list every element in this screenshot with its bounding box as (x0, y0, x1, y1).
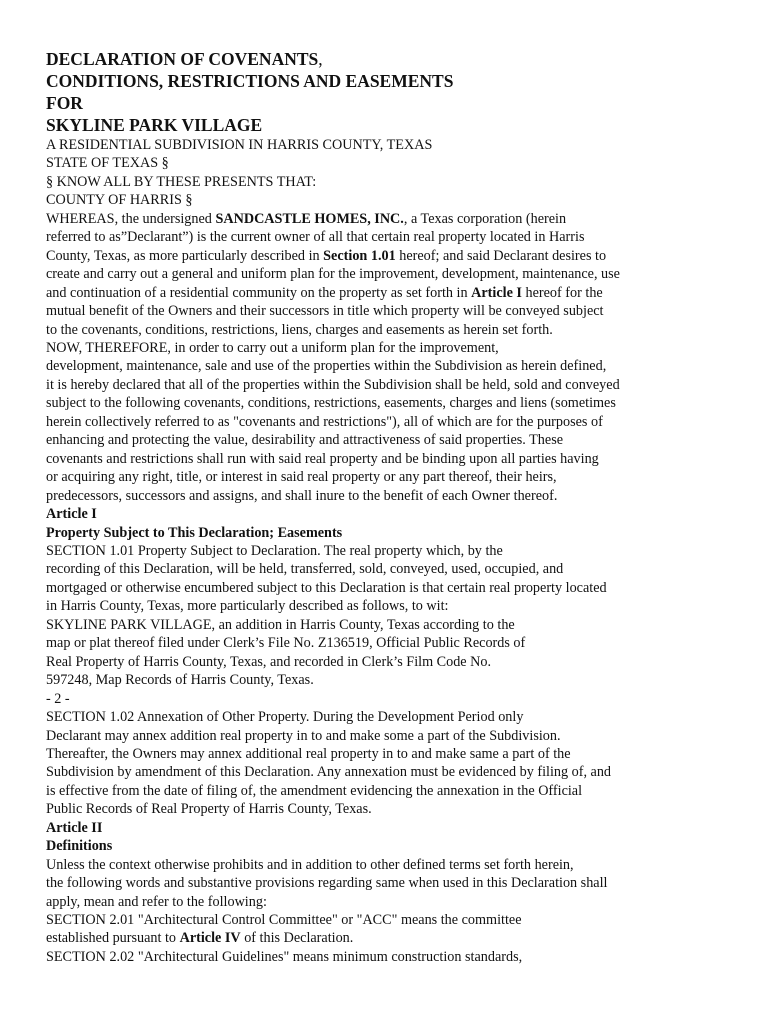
text-line (46, 745, 746, 763)
line-text: SKYLINE PARK VILLAGE, an addition in Harris County, Texas according to the (46, 616, 515, 633)
bold-reference: Article IV (179, 930, 241, 947)
text-line (46, 394, 746, 412)
text-line (46, 579, 746, 597)
text-line (46, 284, 746, 302)
text-line (46, 763, 746, 781)
line-text: Subdivision by amendment of this Declaration. Any annexation must be evidenced by filing of, and (46, 764, 612, 781)
line-text: WHEREAS, the undersigned (46, 210, 216, 227)
line-text: SECTION 1.02 Annexation of Other Property. During the Development Period only (46, 709, 524, 726)
line-text: mortgaged or otherwise encumbered subject to this Declaration is that certain real property located (46, 579, 607, 596)
text-line (46, 173, 746, 191)
text-line (46, 653, 746, 671)
text-line (46, 727, 746, 745)
line-text: or acquiring any right, title, or interest in said real property or any part thereof, their heirs, (46, 469, 557, 486)
title-text: FOR (46, 93, 83, 113)
text-line (46, 597, 746, 615)
text-line (46, 616, 746, 634)
line-text: Public Records of Real Property of Harris County, Texas. (46, 801, 372, 818)
line-text: enhancing and protecting the value, desirability and attractiveness of said properties. These (46, 432, 564, 449)
text-line (46, 339, 746, 357)
line-text-tail: , a Texas corporation (herein (403, 210, 567, 227)
text-line (46, 911, 746, 929)
line-text: covenants and restrictions shall run with said real property and be binding upon all parties having (46, 450, 599, 467)
text-line (46, 136, 746, 154)
bold-reference: SANDCASTLE HOMES, INC. (215, 210, 404, 227)
line-text-tail: hereof; and said Declarant desires to (395, 247, 607, 264)
line-text: COUNTY OF HARRIS § (46, 192, 193, 209)
line-text: SECTION 1.01 Property Subject to Declaration. The real property which, by the (46, 542, 503, 559)
text-line (46, 302, 746, 320)
text-line (46, 542, 746, 560)
text-line (46, 450, 746, 468)
text-line (46, 191, 746, 209)
line-text: Article II (46, 819, 103, 836)
line-text: recording of this Declaration, will be held, transferred, sold, conveyed, used, occupied, and (46, 561, 564, 578)
line-text: - 2 - (46, 690, 70, 707)
line-text: STATE OF TEXAS § (46, 155, 169, 172)
text-line (46, 929, 746, 947)
text-line (46, 413, 746, 431)
section-heading (46, 524, 746, 542)
text-line (46, 856, 746, 874)
text-line (46, 376, 746, 394)
text-line (46, 560, 746, 578)
line-text: Declarant may annex addition real property in to and make some a part of the Subdivision. (46, 727, 561, 744)
line-text: SECTION 2.02 "Architectural Guidelines" means minimum construction standards, (46, 948, 523, 965)
text-line (46, 708, 746, 726)
title-line (46, 70, 746, 92)
line-text: Definitions (46, 838, 113, 855)
title-text: CONDITIONS, RESTRICTIONS AND EASEMENTS (46, 71, 454, 91)
line-text: A RESIDENTIAL SUBDIVISION IN HARRIS COUNTY, TEXAS (46, 137, 433, 153)
line-text: County, Texas, as more particularly described in (46, 247, 324, 264)
line-text: the following words and substantive provisions regarding same when used in this Declaration shall (46, 875, 608, 892)
title-text: DECLARATION OF COVENANTS (46, 49, 319, 69)
line-text: § KNOW ALL BY THESE PRESENTS THAT: (46, 173, 317, 190)
text-line (46, 228, 746, 246)
line-text: development, maintenance, sale and use of the properties within the Subdivision as herein defined, (46, 358, 607, 375)
text-line (46, 893, 746, 911)
line-text: apply, mean and refer to the following: (46, 893, 267, 910)
text-line (46, 874, 746, 892)
line-text: herein collectively referred to as "covenants and restrictions"), all of which are for the purposes of (46, 413, 603, 430)
line-text-tail: hereof for the (521, 284, 603, 301)
text-line (46, 468, 746, 486)
text-line (46, 431, 746, 449)
title-line (46, 92, 746, 114)
line-text: established pursuant to (46, 930, 180, 947)
line-text: to the covenants, conditions, restrictions, liens, charges and easements as herein set forth. (46, 321, 553, 338)
line-text: SECTION 2.01 "Architectural Control Committee" or "ACC" means the committee (46, 912, 522, 929)
section-heading (46, 505, 746, 523)
text-line (46, 247, 746, 265)
text-line (46, 948, 746, 966)
line-text: referred to as”Declarant”) is the current owner of all that certain real property located in Harris (46, 229, 585, 246)
line-text: NOW, THEREFORE, in order to carry out a uniform plan for the improvement, (46, 339, 499, 356)
line-text: predecessors, successors and assigns, and shall inure to the benefit of each Owner thereof. (46, 487, 558, 504)
line-text: Thereafter, the Owners may annex additional real property in to and make same a part of the (46, 745, 571, 762)
line-text: Property Subject to This Declaration; Easements (46, 524, 343, 541)
text-line (46, 265, 746, 283)
line-text: create and carry out a general and uniform plan for the improvement, development, maintenance, use (46, 266, 620, 283)
section-heading (46, 837, 746, 855)
text-line (46, 690, 746, 708)
bold-reference: Section 1.01 (323, 247, 396, 264)
text-line (46, 487, 746, 505)
document-title (46, 48, 746, 136)
bold-reference: Article I (471, 284, 522, 301)
section-heading (46, 819, 746, 837)
text-line (46, 154, 746, 172)
line-text: it is hereby declared that all of the properties within the Subdivision shall be held, sold and conveyed (46, 376, 620, 393)
text-line (46, 800, 746, 818)
text-line (46, 210, 746, 228)
text-line (46, 671, 746, 689)
text-line (46, 782, 746, 800)
line-text: and continuation of a residential community on the property as set forth in (46, 284, 472, 301)
text-line (46, 321, 746, 339)
title-punctuation: , (318, 49, 323, 69)
text-line (46, 634, 746, 652)
line-text: map or plat thereof filed under Clerk’s File No. Z136519, Official Public Records of (46, 635, 526, 652)
line-text: 597248, Map Records of Harris County, Texas. (46, 672, 314, 689)
title-text: SKYLINE PARK VILLAGE (46, 115, 263, 135)
document-page (46, 48, 746, 966)
line-text-tail: of this Declaration. (240, 930, 354, 947)
title-line (46, 48, 746, 70)
line-text: is effective from the date of filing of, the amendment evidencing the annexation in the Official (46, 782, 583, 799)
text-line (46, 357, 746, 375)
line-text: mutual benefit of the Owners and their successors in title which property will be conveyed subject (46, 303, 604, 320)
line-text: Article I (46, 506, 97, 523)
line-text: Unless the context otherwise prohibits and in addition to other defined terms set forth herein, (46, 856, 574, 873)
title-line (46, 114, 746, 136)
line-text: subject to the following covenants, conditions, restrictions, easements, charges and liens (sometimes (46, 395, 616, 412)
line-text: in Harris County, Texas, more particularly described as follows, to wit: (46, 598, 449, 615)
line-text: Real Property of Harris County, Texas, and recorded in Clerk’s Film Code No. (46, 653, 492, 670)
document-body (46, 136, 746, 966)
